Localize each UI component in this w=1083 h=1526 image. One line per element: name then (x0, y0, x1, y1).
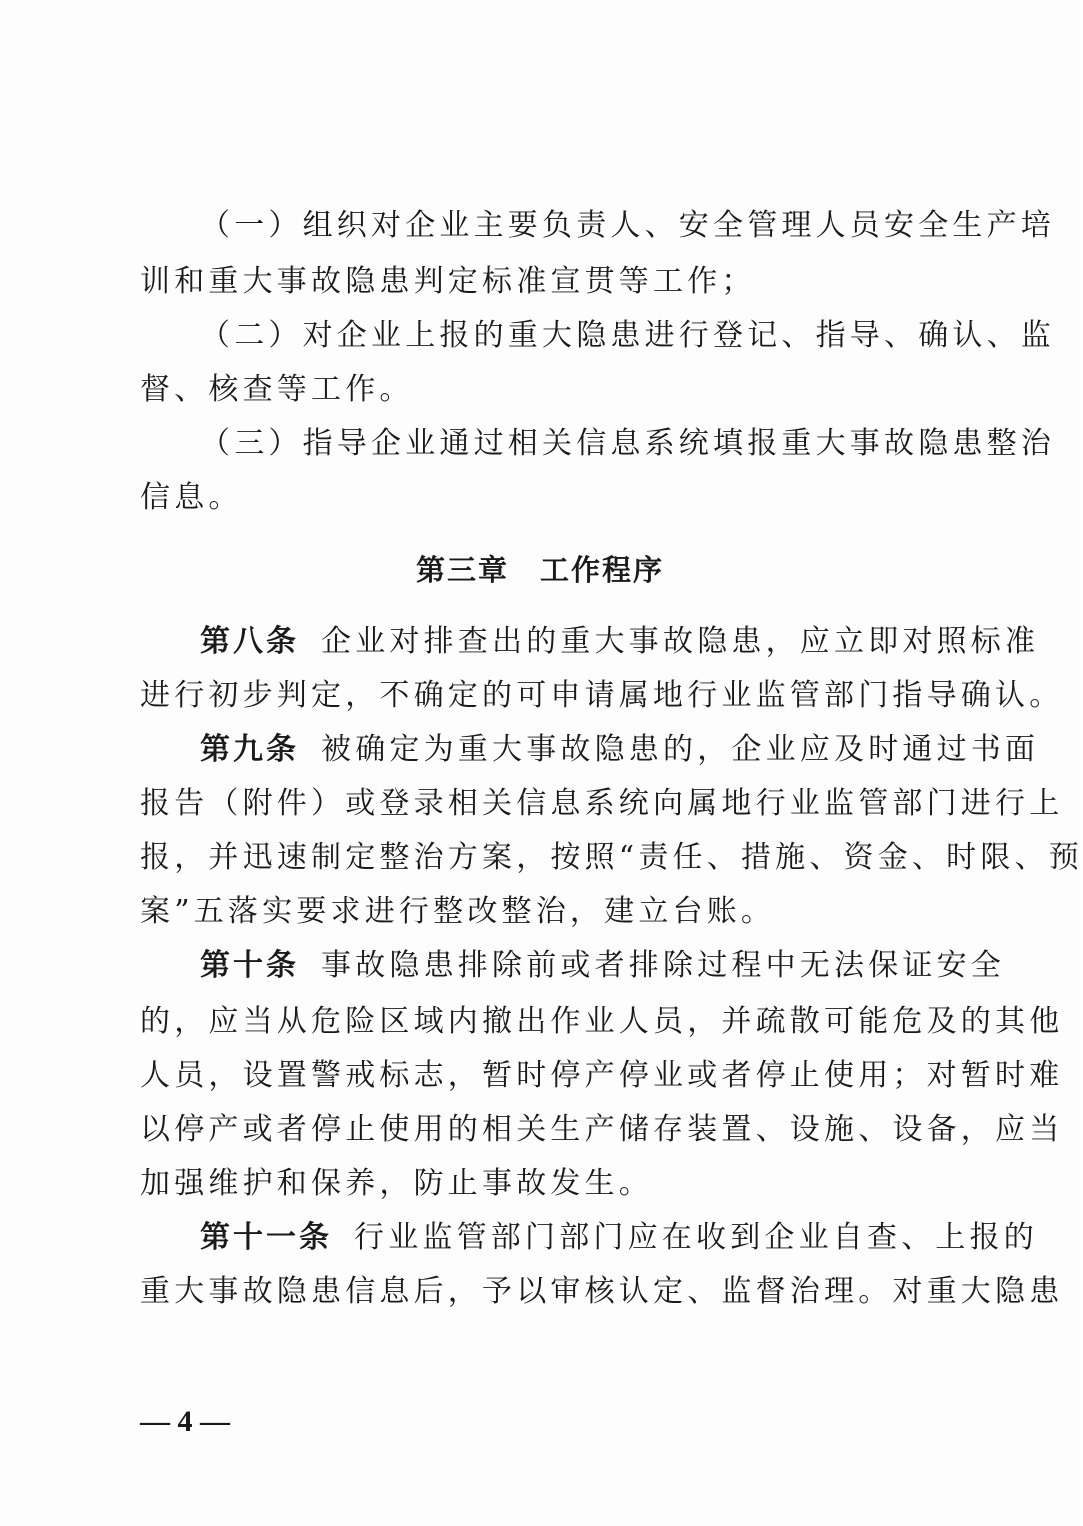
article-10-label: 第十条 (200, 948, 299, 983)
article-9-label: 第九条 (200, 732, 299, 767)
article-9-line-2: 报告（附件）或登录相关信息系统向属地行业监管部门进行上 (140, 786, 1064, 821)
article-10-line-5: 加强维护和保养，防止事故发生。 (140, 1166, 653, 1201)
article-10-line-2: 的，应当从危险区域内撤出作业人员，并疏散可能危及的其他 (140, 1004, 1064, 1039)
article-10-line-1 (200, 946, 1005, 986)
item-1-line-2: 训和重大事故隐患判定标准宣贯等工作； (140, 264, 756, 299)
chapter-title: 第三章 工作程序 (415, 553, 664, 587)
page-number: — 4 — (140, 1405, 230, 1438)
item-2-line-2: 督、核查等工作。 (140, 372, 414, 407)
article-10-text: 事故隐患排除前或者排除过程中无法保证安全 (321, 948, 1005, 983)
article-8-label: 第八条 (200, 624, 299, 659)
article-11-text: 行业监管部门部门应在收到企业自查、上报的 (354, 1220, 1038, 1255)
item-3-line-2: 信息。 (140, 480, 243, 515)
article-9-text: 被确定为重大事故隐患的，企业应及时通过书面 (321, 732, 1040, 767)
article-9-line-3: 报，并迅速制定整治方案，按照“责任、措施、资金、时限、预 (140, 840, 1083, 875)
article-10-line-3: 人员，设置警戒标志，暂时停产停业或者停止使用；对暂时难 (140, 1058, 1064, 1093)
article-10-line-4: 以停产或者停止使用的相关生产储存装置、设施、设备，应当 (140, 1112, 1064, 1147)
item-1-line-1: （一）组织对企业主要负责人、安全管理人员安全生产培 (200, 208, 1055, 243)
article-8-text: 企业对排查出的重大事故隐患，应立即对照标准 (321, 624, 1040, 659)
article-9-line-1 (200, 730, 1040, 770)
article-8-line-1 (200, 622, 1040, 662)
article-11-line-1 (200, 1218, 1038, 1258)
item-3-line-1: （三）指导企业通过相关信息系统填报重大事故隐患整治 (200, 426, 1055, 461)
item-2-line-1: （二）对企业上报的重大隐患进行登记、指导、确认、监 (200, 318, 1055, 353)
article-11-label: 第十一条 (200, 1220, 332, 1255)
article-11-line-2: 重大事故隐患信息后，予以审核认定、监督治理。对重大隐患 (140, 1274, 1064, 1309)
article-8-line-2: 进行初步判定，不确定的可申请属地行业监管部门指导确认。 (140, 678, 1064, 713)
article-9-line-4: 案”五落实要求进行整改整治，建立台账。 (140, 894, 776, 929)
